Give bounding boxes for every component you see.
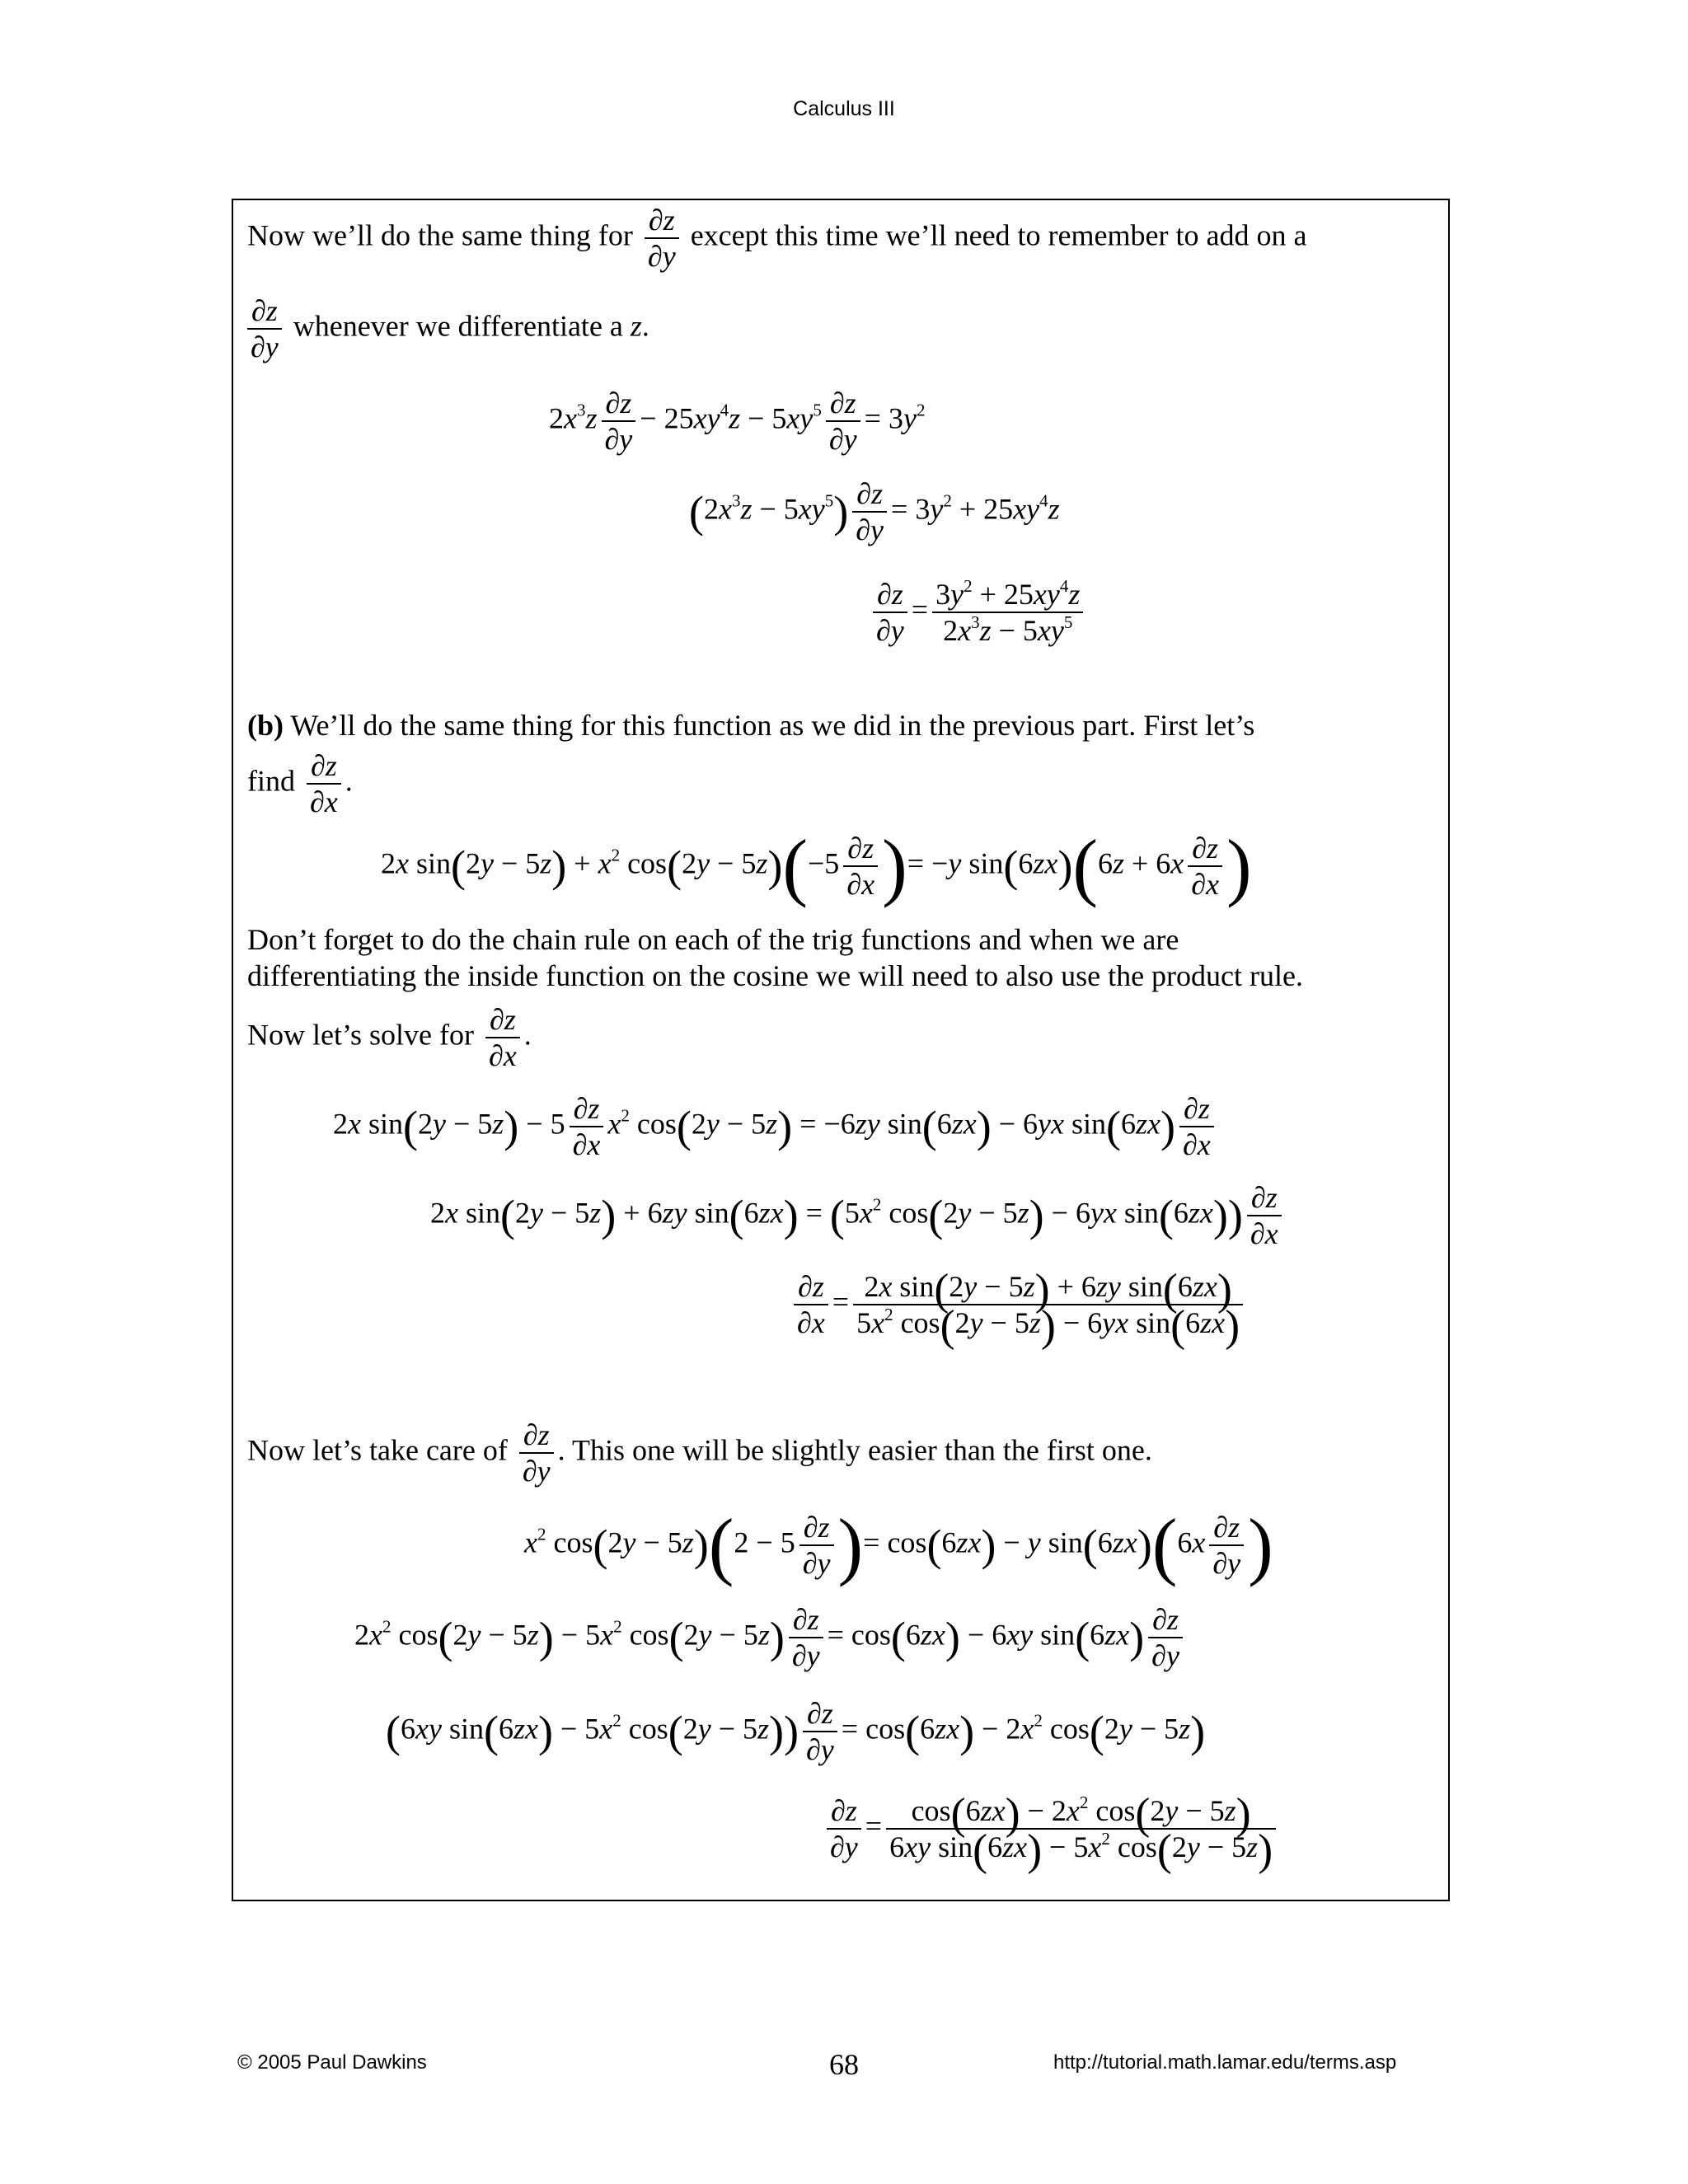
equation-5: 2x sin(2y − 5z) − 5 $\frac{\partial z}{\partial x}$ $x^2$ cos(2y − 5z) = −6zy sin(6zx) − 6yx sin(6zx) $\frac{\partial z}{\partial x}$ bbox=[333, 1091, 1218, 1162]
equation-2: $(2x^3z - 5xy^5)$ $\frac{\partial z}{\partial y}$ = $3y^2 + 25xy^4z$ bbox=[689, 477, 1060, 546]
equation-1: $2x^3z$ $\frac{\partial z}{\partial y}$ − $25xy^4z - 5xy^5$ $\frac{\partial z}{\partial y}$ = $3y^2$ bbox=[549, 387, 926, 456]
paragraph-part-b: (b) We’ll do the same thing for this function as we did in the previous part. First let’s bbox=[247, 709, 1255, 742]
equation-8: $x^2$ cos(2y − 5z)(2 − 5 $\frac{\partial z}{\partial y}$ )= cos(6zx) − y sin(6zx)(6x $\frac{\partial z}{\partial y}$ ) bbox=[524, 1503, 1273, 1587]
paragraph-solve-for: Now let’s solve for $\frac{\partial z}{\partial x}$ . bbox=[247, 1003, 532, 1072]
equation-10: (6xy $\sin(6zx) - 5x^2$ cos(2y − 5z)) $\frac{\partial z}{\partial y}$ = $\cos(6zx) - 2x^2$ cos(2y − 5z) bbox=[386, 1697, 1206, 1766]
paragraph-dont-forget-2: differentiating the inside function on the cosine we will need to also use the product rule. bbox=[247, 959, 1303, 992]
footer-url[interactable]: http://tutorial.math.lamar.edu/terms.asp bbox=[1053, 2051, 1397, 2074]
paragraph-whenever: $\frac{\partial z}{\partial y}$ whenever we differentiate a z. bbox=[247, 293, 649, 364]
equation-6: 2x sin(2y − 5z) + 6zy $\sin(6zx) = (5x^2$ cos(2y − 5z) − 6yx sin(6zx)) $\frac{\partial z}{\partial x}$ bbox=[430, 1180, 1286, 1251]
paragraph-dont-forget-1: Don’t forget to do the chain rule on each of the trig functions and when we are bbox=[247, 923, 1179, 956]
equation-3: $\frac{\partial z}{\partial y}$ = $\frac{3y^2 + 25xy^4z}{2x^3z - 5xy^5}$ bbox=[869, 577, 1087, 648]
paragraph-dz-dy-intro: Now we’ll do the same thing for $\frac{\partial z}{\partial y}$ except this time we’ll need to remember to add on a bbox=[247, 204, 1307, 273]
equation-4: 2x $\sin(2y - 5z) + x^2$ cos(2y − 5z)(−5 $\frac{\partial z}{\partial x}$ )= −y sin(6zx)(6z + 6x $\frac{\partial z}{\partial x}$ ) bbox=[381, 824, 1252, 908]
equation-7: $\frac{\partial z}{\partial x}$ = $\frac{\text{2x sin(2y − 5z) + 6zy sin(6zx)}}{5x^2 \cos(2y - 5z) - 6yx \sin(6zx)}$ bbox=[790, 1269, 1247, 1340]
page-header: Calculus III bbox=[793, 97, 895, 120]
page-number: 68 bbox=[829, 2048, 859, 2081]
footer-copyright: © 2005 Paul Dawkins bbox=[237, 2051, 427, 2074]
equation-11: $\frac{\partial z}{\partial y}$ = $\frac{\cos(6zx) - 2x^2 \cos(2y - 5z)}{6xy \sin(6zx) - 5x^2 \cos(2y - 5z)}$ bbox=[823, 1793, 1280, 1864]
paragraph-find: find $\frac{\partial z}{\partial x}$ . bbox=[247, 749, 353, 818]
paragraph-take-care: Now let’s take care of $\frac{\partial z}{\partial y}$ . This one will be slightly easier than the first one. bbox=[247, 1418, 1152, 1488]
equation-9: $2x^2$ $\cos(2y - 5z) - 5x^2$ cos(2y − 5z) $\frac{\partial z}{\partial y}$ = cos(6zx) − 6xy sin(6zx) $\frac{\partial z}{\partial y}$ bbox=[354, 1602, 1187, 1673]
